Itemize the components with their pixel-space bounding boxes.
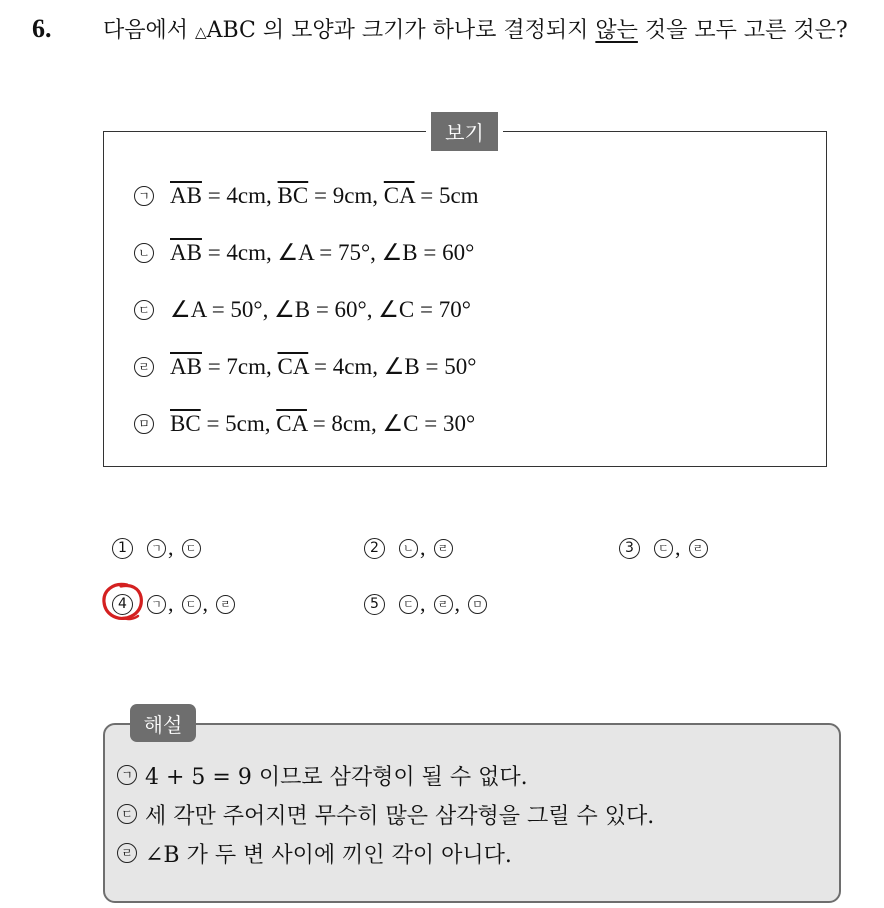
bogi-item: [134, 295, 471, 325]
choice-marks: [147, 535, 201, 561]
expression-text: = 4cm,: [201, 183, 278, 208]
choice-option-5[interactable]: [364, 589, 487, 619]
circled-letter-mark: ㄷ: [182, 539, 201, 558]
circled-letter-mark: ㄷ: [117, 804, 137, 824]
circled-letter-mark: ㄹ: [117, 843, 137, 863]
bogi-item: [134, 238, 474, 268]
segment-name: $\overline{AB}$: [170, 240, 202, 265]
explanation-line: [117, 798, 654, 830]
expression-text: ∠A = 50°, ∠B = 60°, ∠C = 70°: [170, 297, 471, 322]
explanation-text: 4 + 5 = 9 이므로 삼각형이 될 수 없다.: [145, 764, 528, 790]
choice-number: 4: [112, 594, 133, 615]
comma-separator: ,: [454, 591, 460, 616]
choice-number: 2: [364, 538, 385, 559]
circled-letter-mark: ㄷ: [399, 595, 418, 614]
circled-letter-mark: ㅁ: [134, 414, 154, 434]
triangle-symbol: △: [195, 23, 207, 41]
circled-letter-mark: ㄷ: [654, 539, 673, 558]
bogi-item: [134, 409, 475, 439]
circled-letter-mark: ㅁ: [468, 595, 487, 614]
comma-separator: ,: [202, 591, 208, 616]
choice-number: 1: [112, 538, 133, 559]
explanation-label: 해설: [130, 704, 196, 742]
answer-circle-mark: [101, 581, 145, 623]
question-text-part: 것을 모두 고른 것은?: [637, 18, 848, 43]
question-text-part: 다음에서: [103, 18, 196, 43]
circled-letter-mark: ㄹ: [216, 595, 235, 614]
circled-letter-mark: ㄱ: [147, 595, 166, 614]
bogi-label: 보기: [431, 112, 498, 151]
question-number: 6.: [32, 14, 52, 43]
comma-separator: ,: [420, 535, 426, 560]
explanation-text: 세 각만 주어지면 무수히 많은 삼각형을 그릴 수 있다.: [145, 803, 655, 829]
expression-text: = 9cm,: [308, 183, 384, 208]
choice-marks: [399, 591, 487, 617]
circled-letter-mark: ㄴ: [399, 539, 418, 558]
circled-letter-mark: ㄱ: [117, 765, 137, 785]
circled-letter-mark: ㄴ: [134, 243, 154, 263]
circled-letter-mark: ㄷ: [134, 300, 154, 320]
choice-option-3[interactable]: [619, 533, 708, 563]
circled-letter-mark: ㄱ: [134, 186, 154, 206]
segment-name: $\overline{CA}$: [276, 411, 307, 436]
segment-name: $\overline{CA}$: [277, 354, 309, 379]
choice-marks: [654, 535, 708, 561]
segment-name: $\overline{BC}$: [170, 411, 201, 436]
bogi-expression: [170, 297, 471, 323]
segment-name: $\overline{AB}$: [170, 183, 202, 208]
circled-letter-mark: ㄹ: [434, 539, 453, 558]
comma-separator: ,: [675, 535, 681, 560]
expression-text: = 4cm, ∠B = 50°: [308, 354, 477, 379]
explanation-line: [117, 837, 512, 869]
bogi-expression: [170, 411, 475, 437]
underlined-keyword: 않는: [595, 18, 638, 43]
expression-text: = 4cm, ∠A = 75°, ∠B = 60°: [201, 240, 475, 265]
bogi-expression: [170, 354, 476, 380]
expression-text: = 8cm, ∠C = 30°: [306, 411, 476, 436]
question-text: [103, 14, 873, 49]
bogi-item: [134, 181, 479, 211]
question-text-part: ABC 의 모양과 크기가 하나로 결정되지: [206, 18, 596, 43]
choice-option-2[interactable]: [364, 533, 453, 563]
explanation-text: ∠B 가 두 변 사이에 끼인 각이 아니다.: [145, 842, 512, 868]
comma-separator: ,: [168, 591, 174, 616]
circled-letter-mark: ㄹ: [434, 595, 453, 614]
choice-option-1[interactable]: [112, 533, 201, 563]
circled-letter-mark: ㄹ: [134, 357, 154, 377]
explanation-line: [117, 759, 528, 791]
comma-separator: ,: [168, 535, 174, 560]
choice-number: 3: [619, 538, 640, 559]
bogi-expression: [170, 183, 479, 209]
expression-text: = 5cm: [414, 183, 479, 208]
choice-number: 5: [364, 594, 385, 615]
bogi-item: [134, 352, 476, 382]
circled-letter-mark: ㄹ: [689, 539, 708, 558]
segment-name: $\overline{BC}$: [277, 183, 309, 208]
segment-name: $\overline{CA}$: [383, 183, 415, 208]
bogi-expression: [170, 240, 474, 266]
comma-separator: ,: [420, 591, 426, 616]
choice-marks: [147, 591, 235, 617]
expression-text: = 7cm,: [201, 354, 278, 379]
expression-text: = 5cm,: [200, 411, 277, 436]
segment-name: $\overline{AB}$: [170, 354, 202, 379]
choice-marks: [399, 535, 453, 561]
circled-letter-mark: ㄱ: [147, 539, 166, 558]
circled-letter-mark: ㄷ: [182, 595, 201, 614]
